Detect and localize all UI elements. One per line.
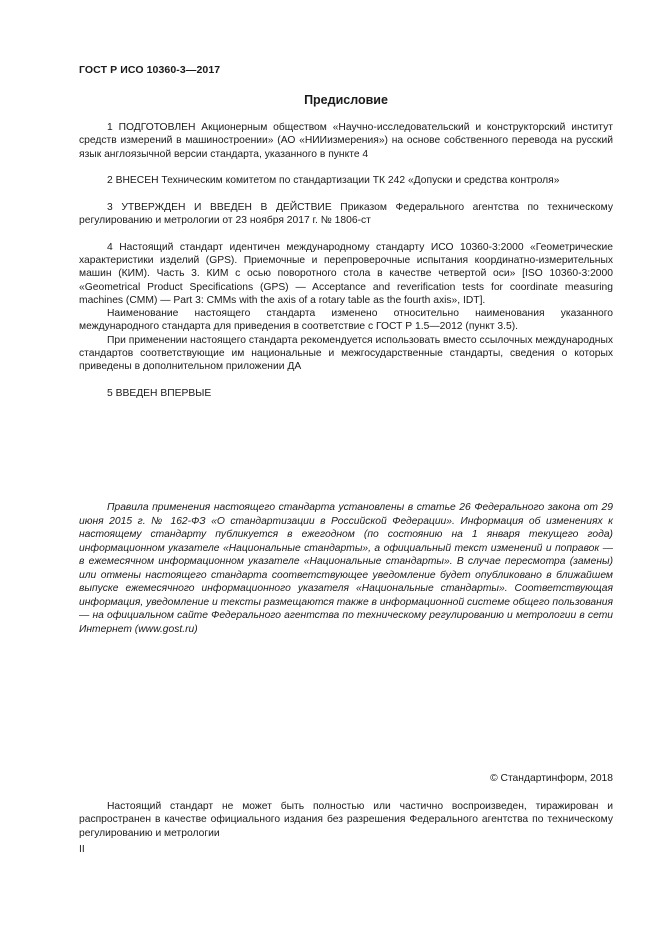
document-id-header: ГОСТ Р ИСО 10360-3—2017: [79, 64, 221, 76]
notice-text: Правила применения настоящего стандарта установлены в статье 26 Федерального закона от 29 июня 2015 г. № 162-ФЗ «О стандартизации в Российской Федерации». Информация об изменениях к настоящему стандарту публикуется в ежегодном (по состоянию на 1 января текущего года) информационном указателе «Национальные стандарты», а официальный текст изменений и поправок — в ежемесячном информационном указателе «Национальные стандарты». В случае пересмотра (замены) или отмены настоящего стандарта соответствующее уведомление будет опубликовано в ближайшем выпуске ежемесячного информационного указателя «Национальные стандарты». Соответствующая информация, уведомление и тексты размещаются также в информационной системе общего пользования — на официальном сайте Федерального агентства по техническому регулированию и метрологии в сети Интернет (www.gost.ru): [79, 502, 613, 635]
legal-notice: [79, 800, 613, 840]
paragraph-5: 5 ВВЕДЕН ВПЕРВЫЕ: [107, 387, 212, 399]
paragraph-4-note-name: Наименование настоящего стандарта изменено относительно наименования указанного международного стандарта для приведения в соответствие с ГОСТ Р 1.5—2012 (пункт 3.5).: [79, 308, 613, 333]
paragraph-4: 4 Настоящий стандарт идентичен международному стандарту ИСО 10360-3:2000 «Геометрические характеристики изделий (GPS). Приемочные и перепроверочные испытания координатно-измерительных машин (КИМ). Часть 3. КИМ с осью поворотного стола в качестве четвертой оси» [ISO 10360-3:2000 «Geometrical Product Specifications (GPS) — Acceptance and reverification tests for coordinate measuring machines (CMM) — Part 3: CMMs with the axis of a rotary table as the fourth axis», IDT].: [79, 241, 613, 306]
paragraph-1: 1 ПОДГОТОВЛЕН Акционерным обществом «Научно-исследовательский и конструкторский институт средств измерений в машиностроении» (АО «НИИизмерения») на основе собственного перевода на русский язык англоязычной версии стандарта, указанного в пункте 4: [79, 122, 613, 160]
foreword-body: [79, 121, 613, 400]
application-rules-notice: [79, 501, 613, 636]
paragraph-3: 3 УТВЕРЖДЕН И ВВЕДЕН В ДЕЙСТВИЕ Приказом Федерального агентства по техническому регулированию и метрологии от 23 ноября 2017 г. № 1806-ст: [79, 201, 613, 227]
page-title: Предисловие: [304, 93, 388, 107]
legal-text: Настоящий стандарт не может быть полностью или частично воспроизведен, тиражирован и распространен в качестве официального издания без разрешения Федерального агентства по техническому регулированию и метрологии: [79, 801, 613, 839]
copyright: © Стандартинформ, 2018: [490, 773, 613, 784]
page-number: II: [79, 844, 85, 855]
paragraph-2: 2 ВНЕСЕН Техническим комитетом по стандартизации ТК 242 «Допуски и средства контроля»: [107, 175, 560, 187]
paragraph-4-note-refs: При применении настоящего стандарта рекомендуется использовать вместо ссылочных международных стандартов соответствующие им национальные и межгосударственные стандарты, сведения о которых приведены в дополнительном приложении ДА: [79, 334, 613, 373]
